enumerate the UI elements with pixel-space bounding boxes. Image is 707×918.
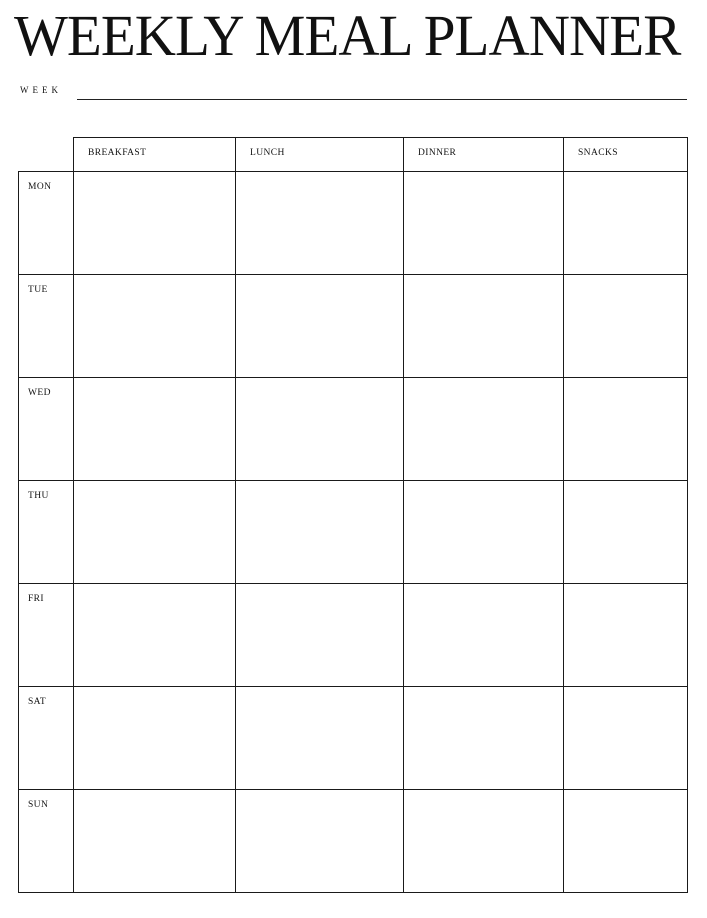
cell-wed-snacks[interactable] <box>564 378 688 481</box>
cell-fri-lunch[interactable] <box>236 584 404 687</box>
day-label-tue: TUE <box>19 275 74 378</box>
page-title: WEEKLY MEAL PLANNER <box>14 3 681 68</box>
cell-fri-snacks[interactable] <box>564 584 688 687</box>
week-label: WEEK <box>20 85 62 95</box>
cell-sun-snacks[interactable] <box>564 790 688 893</box>
day-label-sat: SAT <box>19 687 74 790</box>
day-label-thu: THU <box>19 481 74 584</box>
day-row-mon <box>19 172 688 275</box>
week-input-line[interactable] <box>77 99 687 100</box>
cell-thu-dinner[interactable] <box>404 481 564 584</box>
cell-thu-breakfast[interactable] <box>74 481 236 584</box>
day-label-mon: MON <box>19 172 74 275</box>
cell-sun-dinner[interactable] <box>404 790 564 893</box>
day-row-wed <box>19 378 688 481</box>
day-row-sun <box>19 790 688 893</box>
meal-header-dinner: DINNER <box>404 138 564 172</box>
cell-sat-snacks[interactable] <box>564 687 688 790</box>
cell-sun-breakfast[interactable] <box>74 790 236 893</box>
cell-mon-breakfast[interactable] <box>74 172 236 275</box>
day-label-sun: SUN <box>19 790 74 893</box>
cell-tue-snacks[interactable] <box>564 275 688 378</box>
cell-tue-breakfast[interactable] <box>74 275 236 378</box>
cell-mon-dinner[interactable] <box>404 172 564 275</box>
day-label-fri: FRI <box>19 584 74 687</box>
day-label-wed: WED <box>19 378 74 481</box>
day-row-thu <box>19 481 688 584</box>
day-row-tue <box>19 275 688 378</box>
cell-wed-dinner[interactable] <box>404 378 564 481</box>
cell-fri-dinner[interactable] <box>404 584 564 687</box>
cell-mon-lunch[interactable] <box>236 172 404 275</box>
day-row-sat <box>19 687 688 790</box>
cell-thu-lunch[interactable] <box>236 481 404 584</box>
corner-cell <box>19 138 74 172</box>
cell-sat-dinner[interactable] <box>404 687 564 790</box>
meal-planner-grid <box>18 137 688 893</box>
cell-mon-snacks[interactable] <box>564 172 688 275</box>
cell-fri-breakfast[interactable] <box>74 584 236 687</box>
day-row-fri <box>19 584 688 687</box>
cell-thu-snacks[interactable] <box>564 481 688 584</box>
cell-wed-lunch[interactable] <box>236 378 404 481</box>
meal-header-lunch: LUNCH <box>236 138 404 172</box>
cell-sun-lunch[interactable] <box>236 790 404 893</box>
cell-sat-breakfast[interactable] <box>74 687 236 790</box>
cell-tue-dinner[interactable] <box>404 275 564 378</box>
cell-wed-breakfast[interactable] <box>74 378 236 481</box>
meal-header-snacks: SNACKS <box>564 138 688 172</box>
meal-header-row <box>19 138 688 172</box>
cell-tue-lunch[interactable] <box>236 275 404 378</box>
meal-header-breakfast: BREAKFAST <box>74 138 236 172</box>
cell-sat-lunch[interactable] <box>236 687 404 790</box>
week-field <box>20 84 688 104</box>
